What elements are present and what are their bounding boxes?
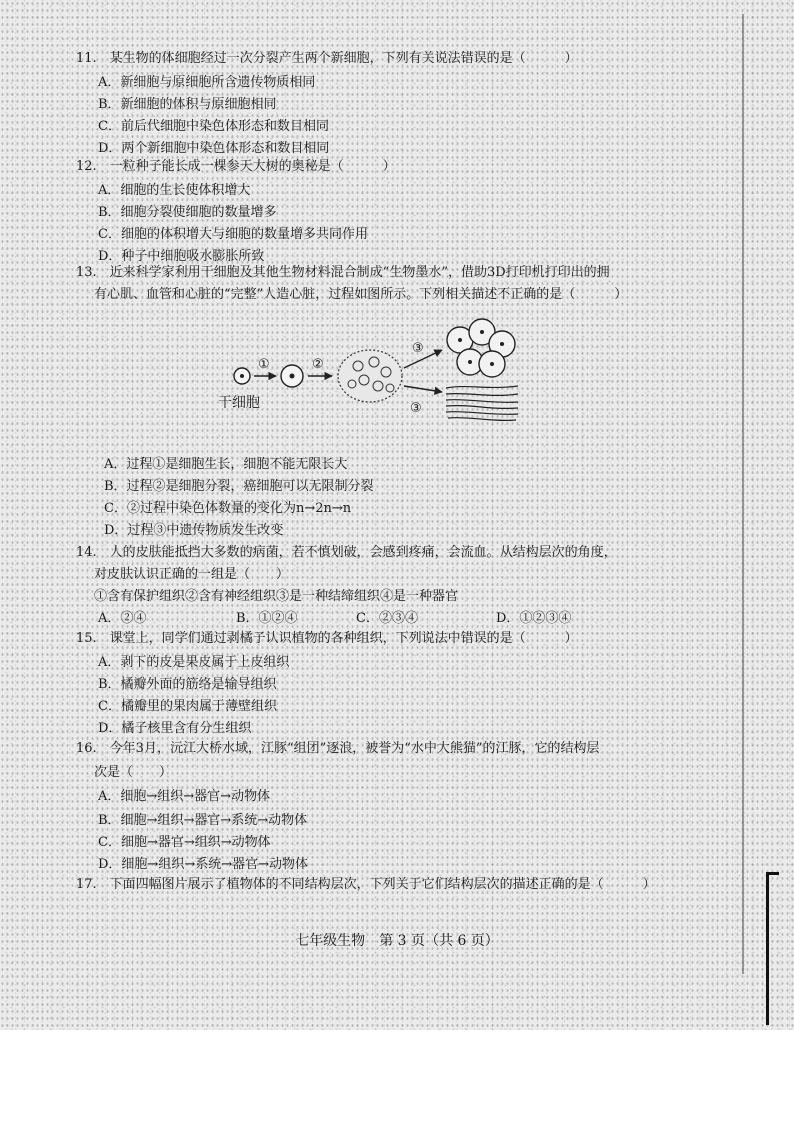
q14-option-d: D．①②③④ [496,611,572,626]
q12-option-c: C．细胞的体积增大与细胞的数量增多共同作用 [98,227,368,242]
q13-option-d: D．过程③中遗传物质发生改变 [104,523,284,538]
q15-stem: 15. 课堂上，同学们通过剥橘子认识植物的各种组织，下列说法中错误的是（ ） [76,631,578,646]
step-label-2: ② [312,357,324,372]
stem-cell-label: 干细胞 [218,395,260,411]
stem-cell-figure [218,310,528,430]
q16-option-d: D．细胞→组织→系统→器官→动物体 [98,857,308,872]
q12-option-a: A．细胞的生长使体积增大 [98,183,251,198]
q14-option-b: B．①②④ [236,611,298,626]
q12-stem: 12. 一粒种子能长成一棵参天大树的奥秘是（ ） [76,159,396,174]
q15-option-a: A．剥下的皮是果皮属于上皮组织 [98,655,290,670]
q12-option-d: D．种子中细胞吸水膨胀所致 [98,249,265,264]
muscle-fibers [446,386,518,420]
binding-line [742,14,744,974]
q13-option-b: B．过程②是细胞分裂，癌细胞可以无限制分裂 [104,479,374,494]
q13-option-a: A．过程①是细胞生长，细胞不能无限长大 [104,457,348,472]
page-footer: 七年级生物 第 3 页（共 6 页） [295,933,499,949]
q13-stem-line1: 13. 近来科学家利用干细胞及其他生物材料混合制成“生物墨水”，借助3D打印机打印出的拥 [76,265,610,280]
q14-statements: ①含有保护组织②含有神经组织③是一种结缔组织④是一种器官 [94,589,459,604]
q15-option-b: B．橘瓣外面的筋络是输导组织 [98,677,277,692]
step-label-3-upper: ③ [412,341,424,356]
q16-option-b: B．细胞→组织→器官→系统→动物体 [98,813,308,828]
q14-stem-line1: 14. 人的皮肤能抵挡大多数的病菌，若不慎划破，会感到疼痛，会流血。从结构层次的角度， [76,545,617,560]
tissue-cluster [447,319,515,377]
q16-option-c: C．细胞→器官→组织→动物体 [98,835,271,850]
q14-stem-line2: 对皮肤认识正确的一组是（ ） [94,567,290,582]
q16-stem-line2: 次是（ ） [94,765,173,780]
q11-option-c: C．前后代细胞中染色体形态和数目相同 [98,119,329,134]
q13-stem-line2: 有心肌、血管和心脏的“完整”人造心脏，过程如图所示。下列相关描述不正确的是（ ） [94,287,628,302]
q16-stem-line1: 16. 今年3月，沅江大桥水域，江豚“组团”逐浪，被誉为“水中大熊猫”的江豚，它的结构层 [76,741,600,756]
q11-option-b: B．新细胞的体积与原细胞相同 [98,97,277,112]
q17-stem: 17. 下面四幅图片展示了植物体的不同结构层次，下列关于它们结构层次的描述正确的是（ ） [76,877,656,892]
step-label-3-lower: ③ [410,401,422,416]
q11-option-d: D．两个新细胞中染色体形态和数目相同 [98,141,330,156]
cell-cluster [338,350,402,402]
q12-option-b: B．细胞分裂使细胞的数量增多 [98,205,277,220]
arrow-step-3-lower [404,386,442,392]
q16-option-a: A．细胞→组织→器官→动物体 [98,789,271,804]
q11-option-a: A．新细胞与原细胞所含遗传物质相同 [98,75,316,90]
q14-option-c: C．②③④ [356,611,418,626]
q13-option-c: C．②过程中染色体数量的变化为n→2n→n [104,501,352,516]
q11-stem: 11. 某生物的体细胞经过一次分裂产生两个新细胞，下列有关说法错误的是（ ） [76,51,578,66]
q15-option-d: D．橘子核里含有分生组织 [98,721,252,736]
q15-option-c: C．橘瓣里的果肉属于薄壁组织 [98,699,277,714]
q14-option-a: A．②④ [98,611,147,626]
step-label-1: ① [258,357,270,372]
